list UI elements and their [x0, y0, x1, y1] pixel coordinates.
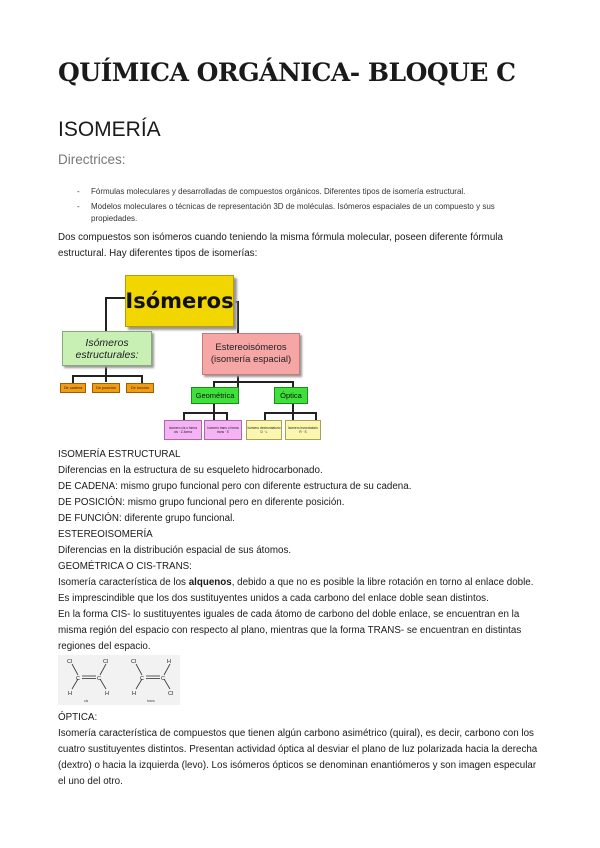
diagram-node-cis — [164, 420, 202, 440]
funcion-label: DE FUNCIÓN: — [58, 513, 122, 524]
h-atom: H — [167, 659, 171, 665]
posicion-text: mismo grupo funcional pero en diferente posición. — [124, 497, 345, 508]
stereo-line2: (isomería espacial) — [210, 354, 292, 365]
cadena-label: DE CADENA: — [58, 481, 118, 492]
subsection-heading: Directrices: — [58, 152, 126, 167]
guidelines-list — [58, 186, 538, 228]
c-atom: C — [140, 676, 144, 682]
diagram-node-trans — [204, 420, 242, 440]
alquenos-term: alquenos — [188, 577, 232, 588]
diagram-node-cadena: De cadena — [60, 383, 86, 393]
iso-structural-text: Diferencias en la estructura de su esqueleto hidrocarbonado. — [58, 465, 323, 476]
h-atom: H — [68, 691, 72, 697]
cl-atom: Cl — [131, 659, 137, 665]
geometric-paragraph-1 — [58, 575, 543, 607]
section-heading: ISOMERÍA — [58, 118, 161, 141]
dextro-line2: D · L — [260, 430, 268, 434]
cis-line2: cis · Z-forma — [174, 430, 192, 434]
trans-label: trans — [147, 699, 155, 703]
cl-atom: Cl — [67, 659, 73, 665]
optical-paragraph: Isomería característica de compuestos que tienen algún carbono asimétrico (quiral), es decir, carbono con los cuatro sustituyentes distintos. Presentan actividad óptica al desviar el plano de luz polarizada hacia la derecha (dextro) o hacia la izquierda (levo). Los isómeros ópticos se denominan enantiómeros y son imagen especular el uno del otro. — [58, 728, 538, 787]
cis-label: cis — [84, 699, 89, 703]
dextro-line1: Isómero dextrorotatorio — [247, 426, 281, 430]
cis-trans-svg — [58, 655, 180, 705]
posicion-line — [58, 495, 344, 511]
h-atom: H — [132, 691, 136, 697]
funcion-text: diferente grupo funcional. — [121, 513, 235, 524]
trans-line1: Isómero trans o forma — [207, 426, 239, 430]
cis-line1: Isómero cis o forma — [169, 426, 197, 430]
stereo-line1: Estereoisómeros — [215, 342, 287, 353]
cadena-text: mismo grupo funcional pero con diferente estructura de su cadena. — [117, 481, 412, 492]
stereo-text: Diferencias en la distribución espacial de sus átomos. — [58, 545, 292, 556]
optical-heading: ÓPTICA: — [58, 712, 98, 723]
diagram-node-geometrica: Geométrica — [191, 387, 239, 404]
cl-atom: Cl — [103, 659, 109, 665]
cl-atom: Cl — [168, 691, 174, 697]
intro-paragraph: Dos compuestos son isómeros cuando teniendo la misma fórmula molecular, poseen diferente fórmula estructural. Hay diferentes tipos de isomerías: — [58, 232, 503, 259]
geo-text-a: Isomería característica de los — [58, 577, 189, 588]
cis-trans-structures — [58, 655, 180, 705]
levo-line2: R · S — [299, 430, 307, 434]
diagram-node-posicion: De posición — [92, 383, 120, 393]
stereo-heading: ESTEREOISOMERÍA — [58, 529, 153, 540]
page-title: QUÍMICA ORGÁNICA- BLOQUE C — [58, 58, 516, 87]
c-atom: C — [76, 676, 80, 682]
posicion-label: DE POSICIÓN: — [58, 497, 125, 508]
diagram-node-isomeros: Isómeros — [125, 275, 234, 327]
iso-structural-heading: ISOMERÍA ESTRUCTURAL — [58, 449, 181, 460]
diagram-node-optica: Óptica — [274, 387, 308, 404]
geometric-paragraph-2: En la forma CIS- lo sustituyentes iguales de cada átomo de carbono del doble enlace, se encuentran en la misma región del espacio con respecto al plano, mientras que la forma TRANS- se encuentran en distintas regiones del espacio. — [58, 609, 522, 652]
diagram-node-dextro — [246, 420, 282, 440]
diagram-node-levo — [285, 420, 321, 440]
geo-text-c: , debido a que no es posible la libre rotación en torno al enlace doble. Es imprescindible que los dos sustituyentes unidos a cada carbono del enlace doble sean distintos. — [58, 577, 534, 604]
c-atom: C — [97, 676, 101, 682]
isomer-diagram — [58, 271, 322, 443]
geometric-heading: GEOMÉTRICA O CIS-TRANS: — [58, 561, 192, 572]
diagram-node-funcion: De función — [126, 383, 154, 393]
c-atom: C — [161, 676, 165, 682]
levo-line1: Isómero levorotatorio — [288, 426, 318, 430]
funcion-line — [58, 511, 235, 527]
list-item: - Fórmulas moleculares y desarrolladas de compuestos orgánicos. Diferentes tipos de isomería estructural. — [58, 186, 538, 199]
diagram-node-stereo — [202, 333, 300, 375]
list-item: - Modelos moleculares o técnicas de representación 3D de moléculas. Isómeros espaciales de un compuesto y sus propiedades. — [58, 201, 538, 226]
trans-line2: trans · E — [216, 430, 230, 434]
diagram-node-structural: Isómeros estructurales: — [62, 331, 152, 366]
cadena-line — [58, 479, 411, 495]
h-atom: H — [105, 691, 109, 697]
